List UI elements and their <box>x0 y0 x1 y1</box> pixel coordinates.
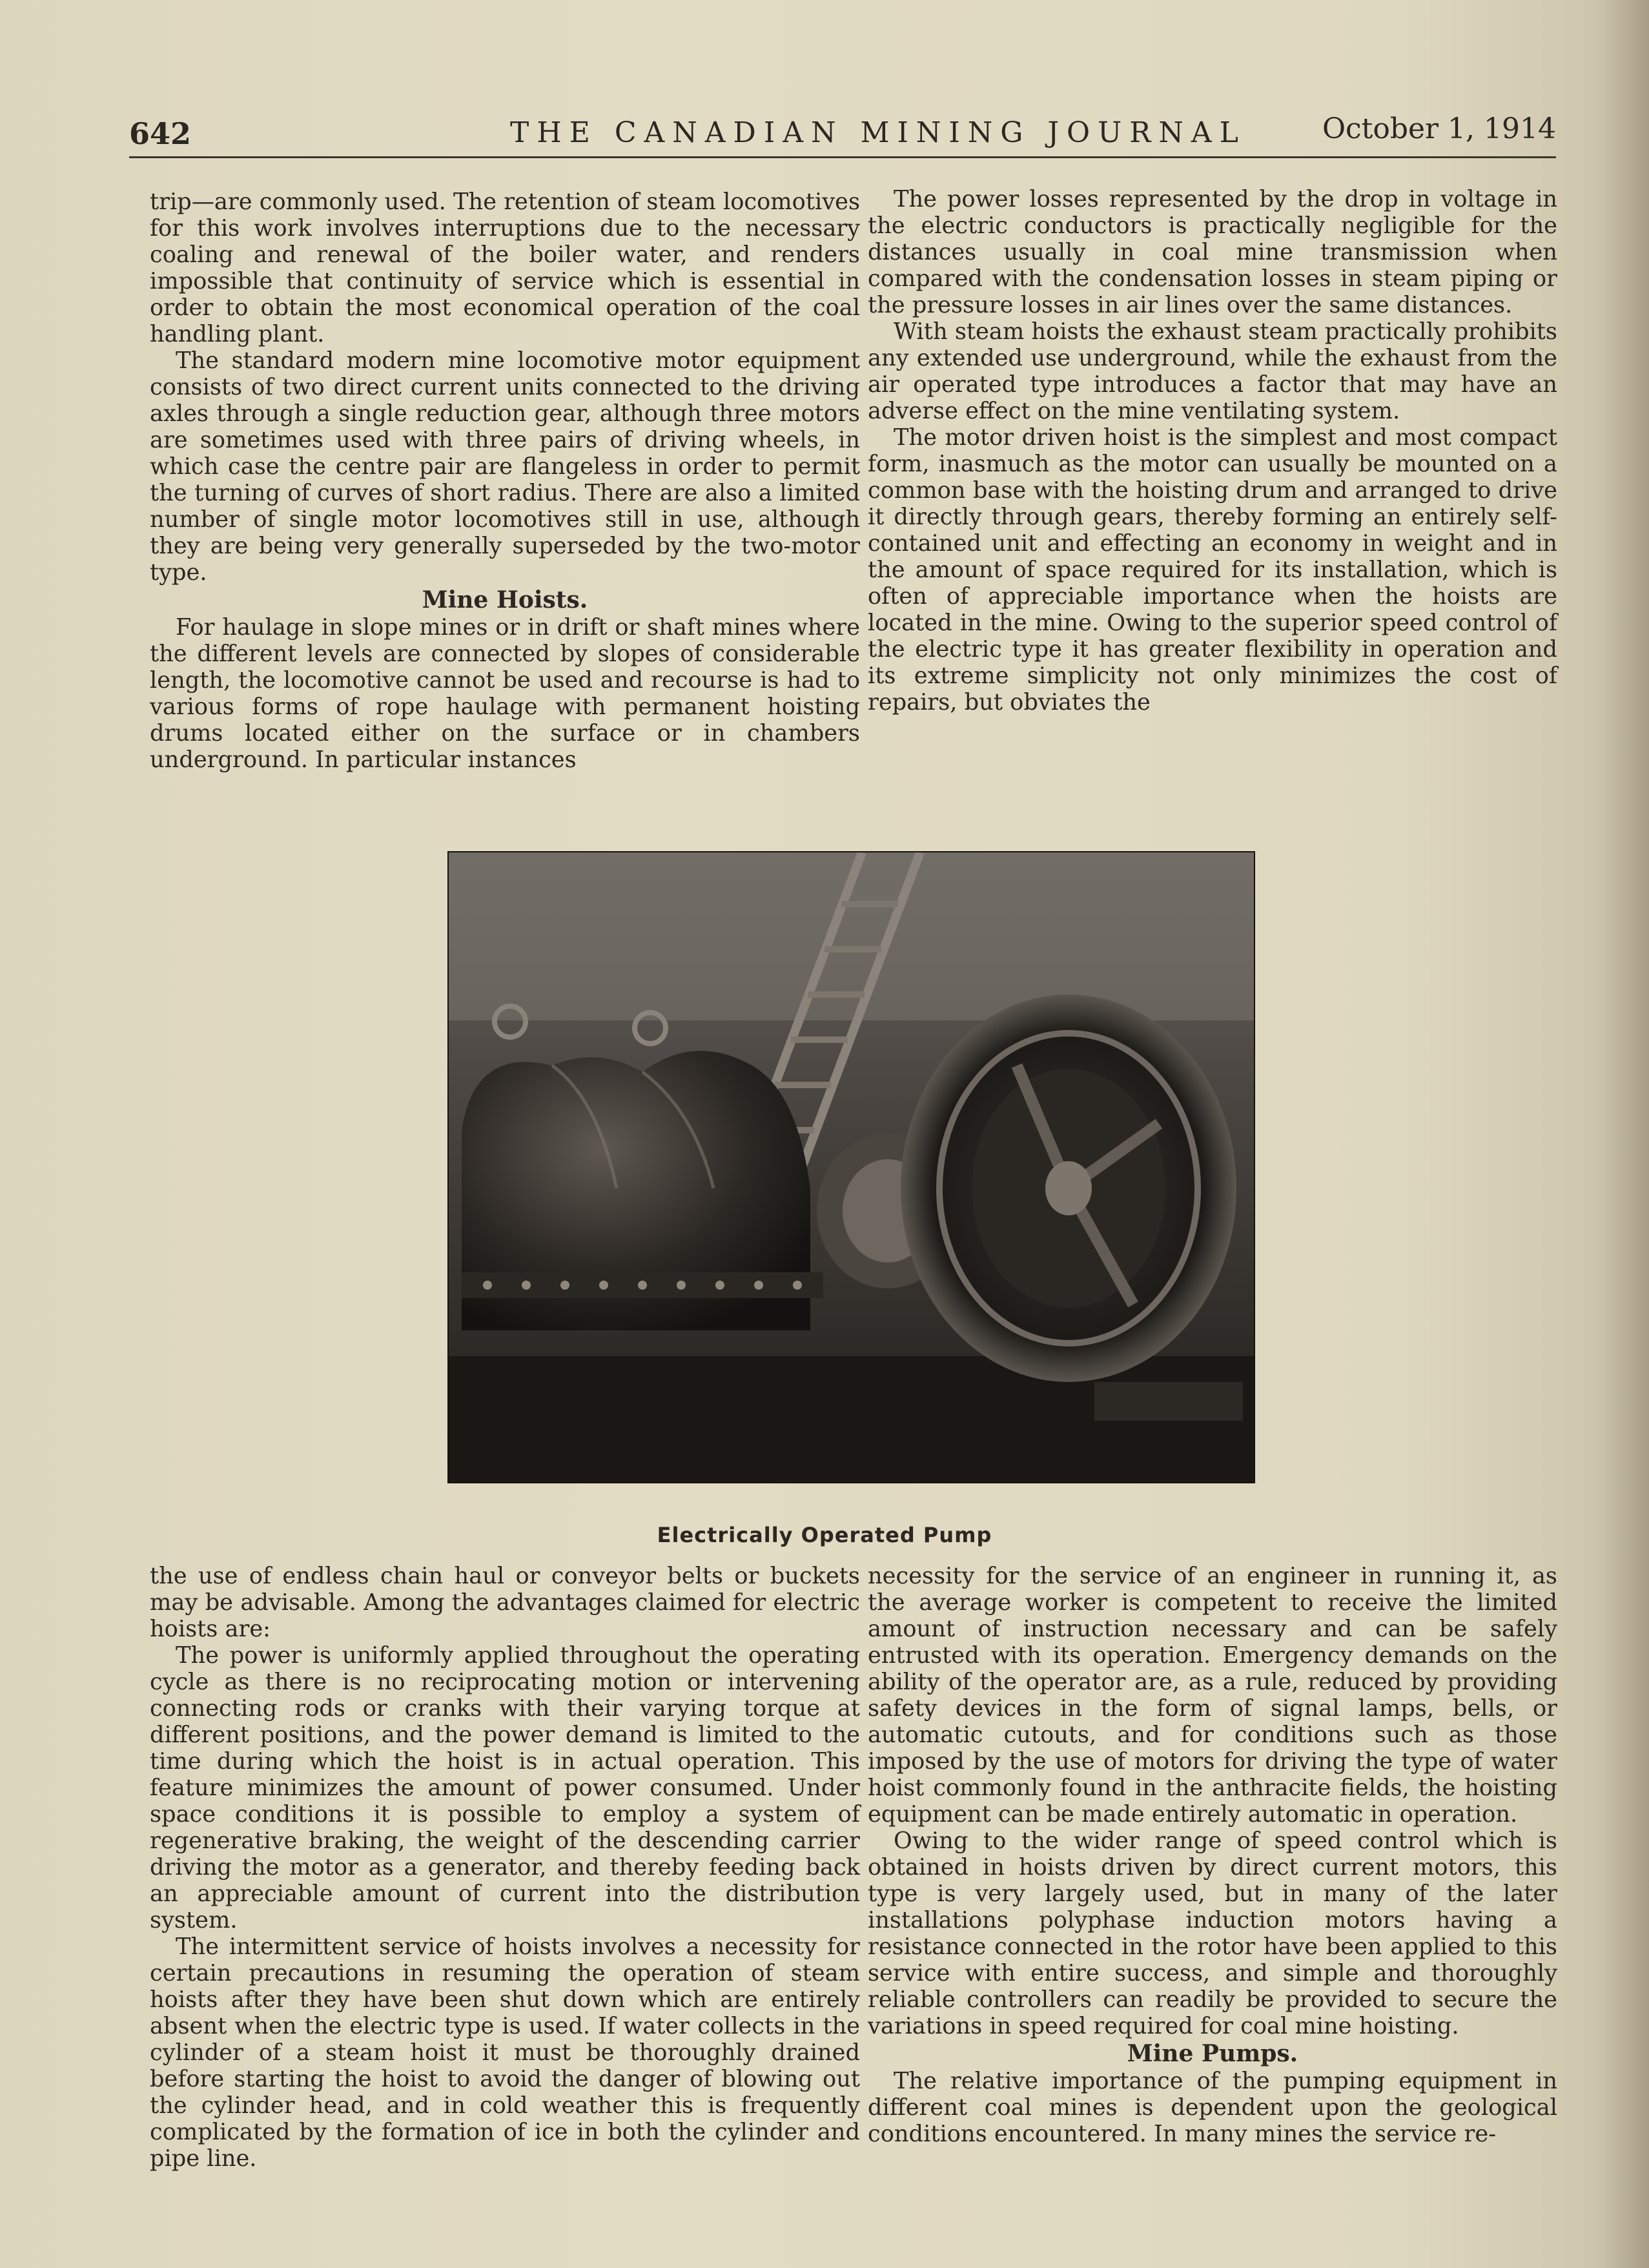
column-bottom-left <box>150 1563 860 2172</box>
paragraph: The power losses represented by the drop in voltage in the electric conductors is practically negligible for the distances usually in coal mine transmission when compared with the condensation losses in steam piping or the pressure losses in air lines over the same distances. <box>868 186 1557 318</box>
running-header <box>129 110 1556 161</box>
paragraph: With steam hoists the exhaust steam practically prohibits any extended use underground, while the exhaust from the air operated type introduces a factor that may have an adverse effect on the mine ventilating system. <box>868 318 1557 424</box>
page-edge-shadow <box>1604 0 1649 2268</box>
paragraph: The motor driven hoist is the simplest and most compact form, inasmuch as the motor can usually be mounted on a common base with the hoisting drum and arranged to drive it directly through gears, thereby forming an entirely self-contained unit and effecting an economy in weight and in the amount of space required for its installation, which is often of appreciable importance when the hoists are located in the mine. Owing to the superior speed control of the electric type it has greater flexibility in operation and its extreme simplicity not only minimizes the cost of repairs, but obviates the <box>868 424 1557 716</box>
section-heading-mine-pumps: Mine Pumps. <box>1127 2040 1298 2067</box>
page-number: 642 <box>129 116 192 151</box>
section-heading-mine-hoists: Mine Hoists. <box>422 586 588 613</box>
paragraph: The intermittent service of hoists involves a necessity for certain precautions in resuming the operation of steam hoists after they have been shut down which are entirely absent when the electric type is used. If water collects in the cylinder of a steam hoist it must be thoroughly drained before starting the hoist to avoid the danger of blowing out the cylinder head, and in cold weather this is frequently complicated by the formation of ice in both the cylinder and pipe line. <box>150 1933 860 2172</box>
pump-photograph <box>447 851 1255 1483</box>
journal-title: THE CANADIAN MINING JOURNAL <box>510 116 1246 149</box>
paragraph: the use of endless chain haul or conveyor belts or buckets may be advisable. Among the advantages claimed for electric hoists are: <box>150 1563 860 1642</box>
paragraph: The relative importance of the pumping equipment in different coal mines is dependent upon the geological conditions encountered. In many mines the service re- <box>868 2068 1557 2147</box>
issue-date: October 1, 1914 <box>1322 112 1556 145</box>
paragraph: The standard modern mine locomotive motor equipment consists of two direct current units connected to the driving axles through a single reduction gear, although three motors are sometimes used with three pairs of driving wheels, in which case the centre pair are flangeless in order to permit the turning of curves of short radius. There are also a limited number of single motor locomotives still in use, although they are being very generally superseded by the two-motor type. <box>150 347 860 586</box>
header-rule <box>129 156 1556 158</box>
paragraph: trip—are commonly used. The retention of steam locomotives for this work involves interruptions due to the necessary coaling and renewal of the boiler water, and renders impossible that continuity of service which is essential in order to obtain the most economical operation of the coal handling plant. <box>150 189 860 347</box>
paragraph: Owing to the wider range of speed control which is obtained in hoists driven by direct current motors, this type is very largely used, but in many of the later installations polyphase induction motors having a resistance connected in the rotor have been applied to this service with entire success, and simple and thoroughly reliable controllers can readily be provided to secure the variations in speed required for coal mine hoisting. <box>868 1828 1557 2039</box>
paragraph: For haulage in slope mines or in drift or shaft mines where the different levels are connected by slopes of considerable length, the locomotive cannot be used and recourse is had to various forms of rope haulage with permanent hoisting drums located either on the surface or in chambers underground. In particular instances <box>150 614 860 773</box>
figure-caption: Electrically Operated Pump <box>657 1523 992 1547</box>
column-bottom-right <box>868 1563 1557 2147</box>
column-top-left <box>150 189 860 773</box>
paragraph: necessity for the service of an engineer in running it, as the average worker is competent to receive the limited amount of instruction necessary and can be safely entrusted with its operation. Emergency demands on the ability of the operator are, as a rule, reduced by providing safety devices in the form of signal lamps, bells, or automatic cutouts, and for conditions such as those imposed by the use of motors for driving the type of water hoist commonly found in the anthracite fields, the hoisting equipment can be made entirely automatic in operation. <box>868 1563 1557 1828</box>
paragraph: The power is uniformly applied throughout the operating cycle as there is no reciprocating motion or intervening connecting rods or cranks with their varying torque at different positions, and the power demand is limited to the time during which the hoist is in actual operation. This feature minimizes the amount of power consumed. Under space conditions it is possible to employ a system of regenerative braking, the weight of the descending carrier driving the motor as a generator, and thereby feeding back an appreciable amount of current into the distribution system. <box>150 1642 860 1933</box>
column-top-right <box>868 186 1557 716</box>
